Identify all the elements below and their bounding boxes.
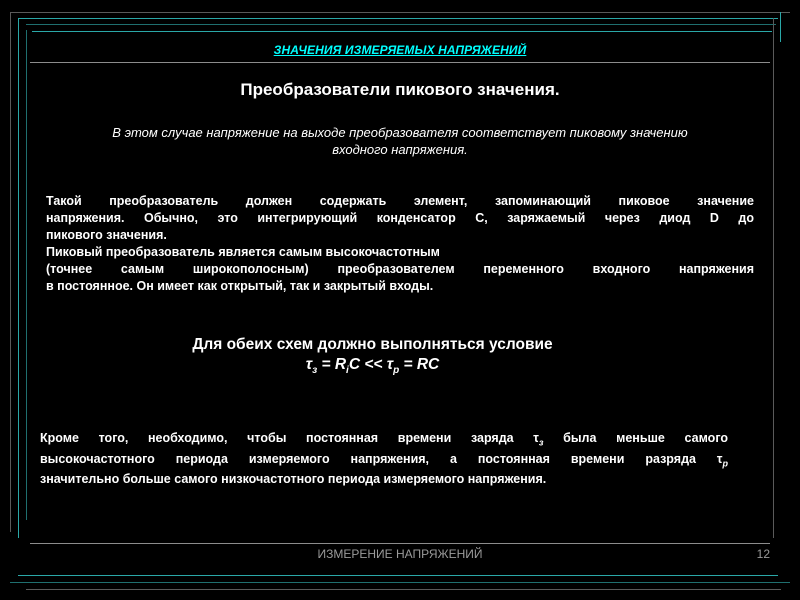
para2-line-2 [40, 451, 728, 472]
para1-line-1: Такой преобразователь должен содержать элемент, запоминающий пиковое значение [46, 194, 754, 208]
intro-line-2: входного напряжения. [332, 142, 468, 157]
footer-title: ИЗМЕРЕНИЕ НАПРЯЖЕНИЙ [317, 547, 483, 561]
intro-text [40, 124, 760, 158]
conclusion-paragraph [40, 430, 728, 487]
page-title: Преобразователи пикового значения. [240, 80, 560, 99]
formula-tau: τ [305, 356, 313, 373]
para1-line-6: в постоянное. Он имеет как открытый, так и закрытый входы. [46, 279, 434, 293]
footer-line-3 [10, 582, 790, 583]
intro-line-1: В этом случае напряжение на выходе преобразователя соответствует пиковому значению [112, 125, 688, 140]
para2-line-1-sub: з [538, 437, 544, 448]
para1-line-5: (точнее самым широкополосным) преобразователем переменного входного напряжения [46, 262, 754, 276]
para2-line-1a: Кроме того, необходимо, чтобы постоянная времени заряда τ [40, 431, 539, 445]
top-line-2 [18, 18, 778, 19]
right-vline-2 [780, 12, 781, 42]
description-paragraph [46, 193, 754, 295]
formula-sub-i: i [346, 365, 349, 377]
footer-line-4 [26, 589, 781, 590]
footer-line-1 [30, 543, 770, 544]
condition-block [80, 335, 665, 381]
para2-line-2a: высокочастотного периода измеряемого напряжения, а постоянная времени разряда τ [40, 451, 723, 466]
para1-line-4: Пиковый преобразователь является самым высокочастотным [46, 245, 440, 259]
formula-sub-p: р [393, 365, 400, 377]
page-number: 12 [756, 547, 770, 561]
slide-header: ЗНАЧЕНИЯ ИЗМЕРЯЕМЫХ НАПРЯЖЕНИЙ [273, 43, 527, 57]
para1-line-3: пикового значения. [46, 228, 167, 242]
left-vline-1 [10, 12, 11, 532]
para2-line-1b: была меньше самого [543, 431, 728, 445]
formula-mid: C << τ [348, 356, 394, 373]
right-vline-1 [773, 18, 774, 538]
top-line-1 [10, 12, 790, 13]
left-vline-3 [26, 30, 27, 520]
footer-line-2 [18, 575, 778, 576]
header-underline [30, 62, 770, 63]
formula-eq2: = RC [399, 356, 440, 373]
para2-line-1 [40, 430, 728, 451]
top-line-3 [26, 24, 776, 25]
condition-formula [80, 355, 665, 381]
formula-eq1: = R [317, 356, 347, 373]
para2-line-3: значительно больше самого низкочастотного периода измеряемого напряжения. [40, 472, 547, 486]
para1-line-2: напряжения. Обычно, это интегрирующий конденсатор C, заряжаемый через диод D до [46, 211, 754, 225]
para2-line-2-sub: р [722, 458, 728, 468]
formula-sub-z: з [312, 365, 318, 377]
left-vline-2 [18, 18, 19, 538]
top-line-4 [32, 31, 772, 32]
condition-text: Для обеих схем должно выполняться условие [192, 336, 553, 353]
